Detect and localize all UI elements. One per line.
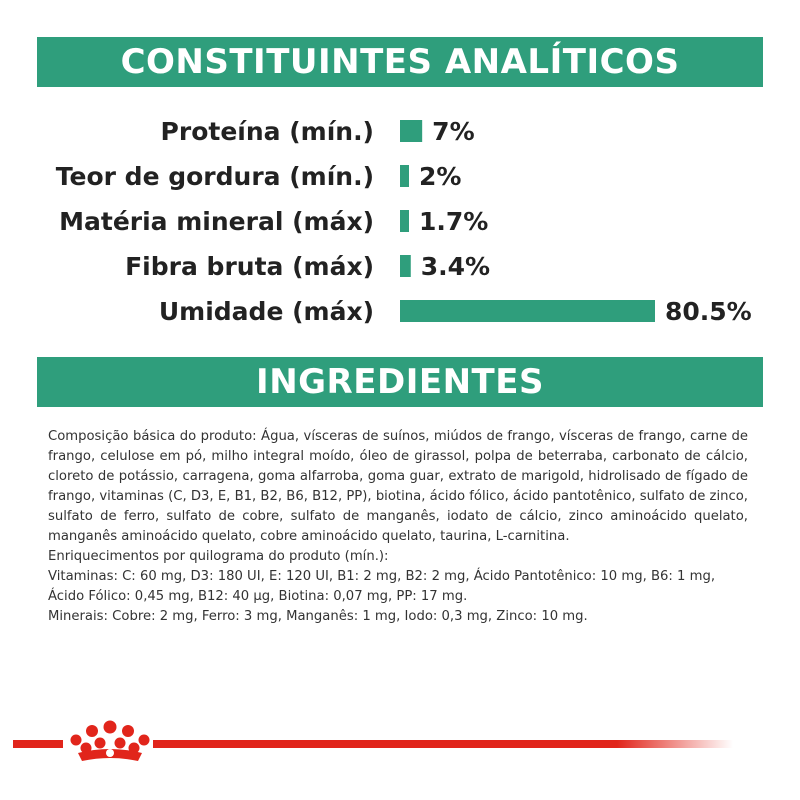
royal-canin-footer [0,715,800,775]
bar-category-label: Matéria mineral (máx) [59,207,374,236]
bar-category-label: Umidade (máx) [158,297,374,326]
ingredients-title: INGREDIENTES [256,362,544,402]
bar [400,255,411,277]
bar-category-label: Teor de gordura (mín.) [55,162,374,191]
crown-logo-icon [71,721,150,762]
vitamins-text: Vitaminas: C: 60 mg, D3: 180 UI, E: 120 UI, B1: 2 mg, B2: 2 mg, Ácido Pantotênico: 10 mg, B6: 1 mg, Ácido Fólico: 0,45 mg, B12: 40 µg, Biotina: 0,07 mg, PP: 17 mg. [48,569,716,604]
bar-category-label: Fibra bruta (máx) [125,252,374,281]
analytics-bar-chart [0,105,800,330]
bar [400,165,409,187]
bar-value-label: 3.4% [420,252,491,281]
bar-category-label: Proteína (mín.) [160,117,374,146]
ingredients-text-block [48,427,748,627]
bar-value-label: 80.5% [665,297,752,326]
composition-text: Composição básica do produto: Água, vísceras de suínos, miúdos de frango, vísceras de frango, carne de frango, celulose em pó, milho integral moído, óleo de girassol, polpa de beterraba, carbonato de cálcio, cloreto de potássio, carragena, goma alfarroba, goma guar, extrato de marigold, hidrolisado de fígado de frango, vitaminas (C, D3, E, B1, B2, B6, B12, PP), biotina, ácido fólico, ácido pantotênico, sulfato de zinco, sulfato de ferro, sulfato de cobre, sulfato de manganês, iodato de cálcio, zinco aminoácido quelato, manganês aminoácido quelato, cobre aminoácido quelato, taurina, L-carnitina. [48,429,748,544]
bar [400,120,422,142]
analytics-title: CONSTITUINTES ANALÍTICOS [120,42,680,82]
bar-value-label: 7% [432,117,475,146]
bar [400,300,655,322]
ingredients-banner [37,357,763,407]
footer-stripe-left [13,740,63,748]
analytics-banner [37,37,763,87]
bar-value-label: 1.7% [419,207,489,236]
minerals-text: Minerais: Cobre: 2 mg, Ferro: 3 mg, Manganês: 1 mg, Iodo: 0,3 mg, Zinco: 10 mg. [48,609,588,624]
enrichment-title: Enriquecimentos por quilograma do produto (mín.): [48,549,389,564]
bar-value-label: 2% [419,162,462,191]
footer-stripe-right [153,740,733,748]
bar [400,210,409,232]
